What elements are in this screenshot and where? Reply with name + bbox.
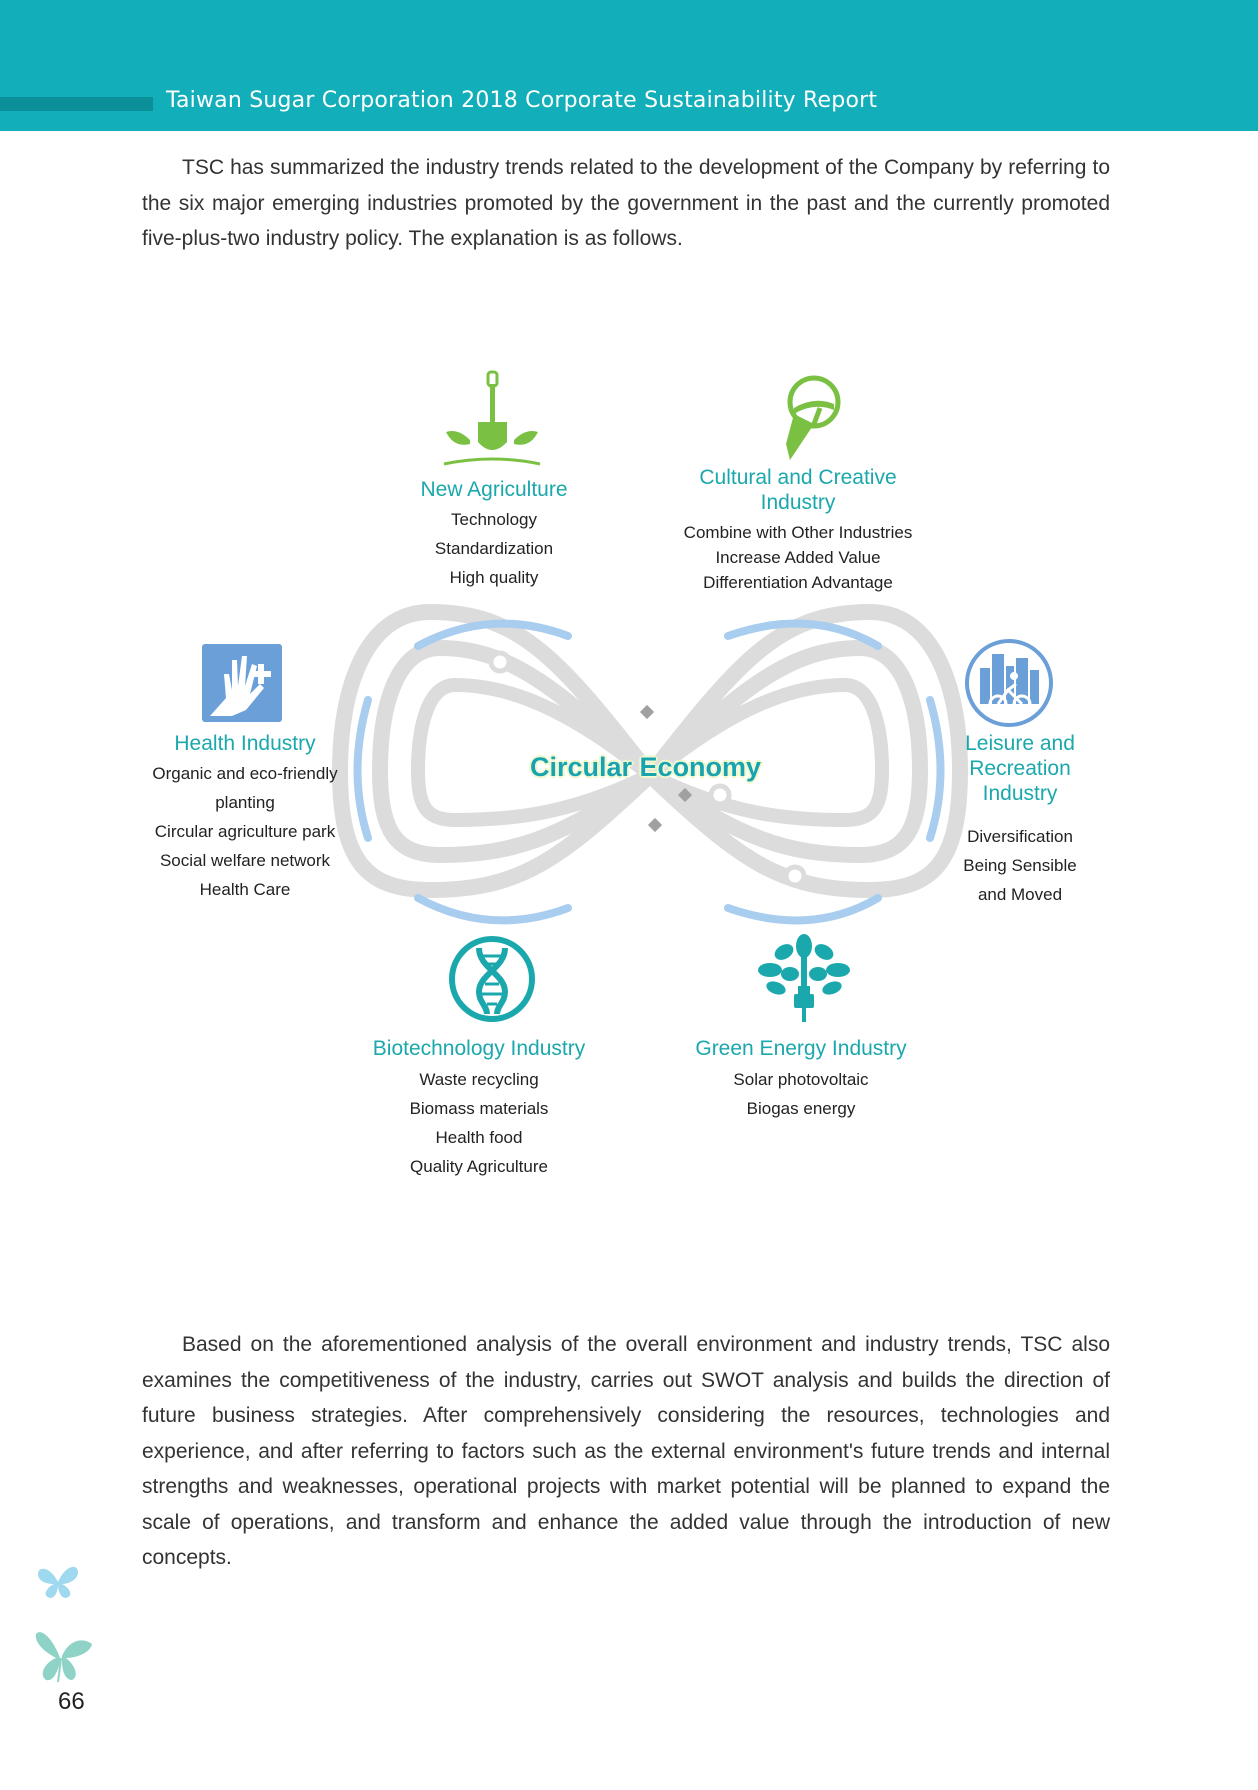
- green-energy-title: Green Energy Industry: [695, 1037, 907, 1060]
- dna-icon: [447, 934, 537, 1024]
- biotechnology-title: Biotechnology Industry: [372, 1037, 586, 1060]
- list-item: High quality: [449, 568, 539, 587]
- list-item: Increase Added Value: [715, 548, 881, 567]
- leisure-title-line1: Leisure and: [965, 732, 1075, 755]
- outro-paragraph: Based on the aforementioned analysis of the overall environment and industry trends, TSC also examines the competitiveness of the industry, carries out SWOT analysis and builds the direction of future business strategies. After comprehensively considering the resources, technologies and experience, and after referring to factors such as the external environment's future trends and internal strengths and weaknesses, operational projects with market potential will be planned to expand the scale of operations, and transform and enhance the added value through the introduction of new concepts.: [142, 1333, 1110, 1569]
- butterfly-icon: [34, 1628, 94, 1684]
- list-item: Health Care: [199, 880, 291, 899]
- butterfly-icon: [36, 1564, 80, 1600]
- node-center: [711, 786, 729, 804]
- list-item: planting: [215, 793, 275, 812]
- health-industry-title: Health Industry: [174, 732, 316, 755]
- node-right: [786, 867, 804, 885]
- cultural-creative-list: [658, 520, 938, 595]
- list-item: Health food: [435, 1128, 523, 1147]
- arc-right: [930, 700, 941, 838]
- list-item: Quality Agriculture: [410, 1157, 548, 1176]
- diamond-1: [640, 705, 654, 719]
- list-item: Technology: [450, 510, 537, 529]
- node-left: [491, 653, 509, 671]
- shovel-sprout-icon: [440, 370, 544, 470]
- report-title: Taiwan Sugar Corporation 2018 Corporate Sustainability Report: [166, 88, 878, 113]
- intro-paragraph: TSC has summarized the industry trends related to the development of the Company by referring to the six major emerging industries promoted by the government in the past and the currently promoted five-plus-two industry policy. The explanation is as follows.: [142, 156, 1110, 250]
- new-agriculture-title: New Agriculture: [420, 478, 568, 501]
- tree-plug-icon: [756, 934, 852, 1024]
- list-item: Standardization: [434, 539, 554, 558]
- new-agriculture-list: [384, 505, 604, 592]
- cyclist-city-icon: [964, 638, 1054, 728]
- list-item: Being Sensible: [963, 856, 1077, 875]
- cultural-creative-title-line2: Industry: [760, 491, 836, 514]
- circular-economy-label: Circular Economy: [530, 752, 762, 782]
- health-industry-list: [130, 759, 360, 904]
- arc-bottom-right: [728, 898, 878, 920]
- hand-plus-icon: [202, 644, 282, 722]
- list-item: Waste recycling: [419, 1070, 539, 1089]
- lightbulb-pen-icon: [772, 374, 842, 464]
- list-item: Differentiation Advantage: [703, 573, 893, 592]
- diamond-3: [648, 818, 662, 832]
- green-energy-list: [676, 1065, 926, 1123]
- cultural-creative-title-line1: Cultural and Creative: [699, 466, 897, 489]
- leisure-title-line3: Industry: [982, 782, 1058, 805]
- list-item: Diversification: [967, 827, 1073, 846]
- page-number: 66: [58, 1688, 85, 1715]
- leisure-recreation-title: [940, 731, 1100, 806]
- leisure-title-line2: Recreation: [969, 757, 1071, 780]
- cultural-creative-title: [668, 465, 928, 515]
- arc-bottom-left: [418, 898, 568, 920]
- list-item: Solar photovoltaic: [733, 1070, 869, 1089]
- list-item: Biogas energy: [746, 1099, 856, 1118]
- list-item: and Moved: [977, 885, 1063, 904]
- list-item: Social welfare network: [159, 851, 331, 870]
- biotechnology-list: [354, 1065, 604, 1181]
- list-item: Combine with Other Industries: [683, 523, 913, 542]
- leisure-recreation-list: [940, 822, 1100, 909]
- list-item: Circular agriculture park: [154, 822, 336, 841]
- list-item: Biomass materials: [409, 1099, 549, 1118]
- list-item: Organic and eco-friendly: [152, 764, 338, 783]
